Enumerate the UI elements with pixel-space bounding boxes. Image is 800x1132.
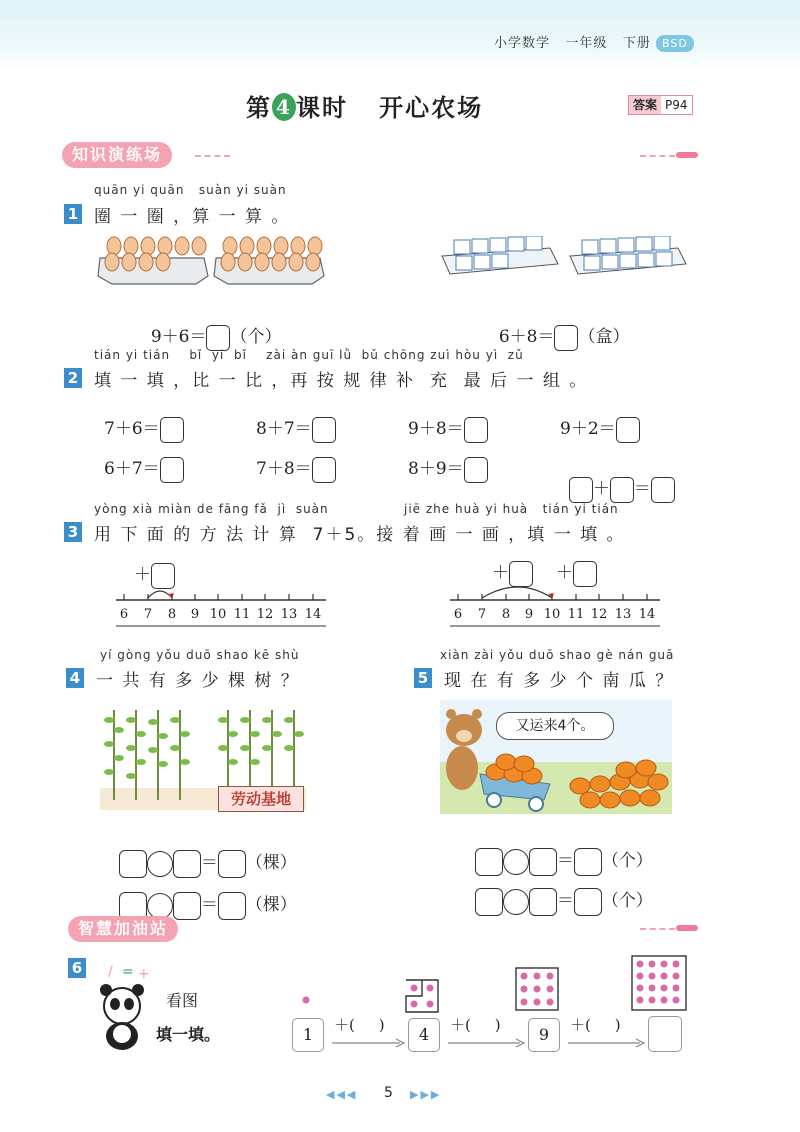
answer-box[interactable]: [312, 417, 336, 443]
speech-bubble: 又运来4个。: [496, 712, 614, 740]
milk-crate: [570, 236, 686, 274]
eq-text: 6＋7＝: [104, 459, 160, 479]
number-line-1: [108, 580, 338, 628]
answer-tag: [628, 95, 693, 115]
answer-page: P94: [665, 98, 688, 112]
jump-arc: [148, 591, 172, 598]
q2-number: 2: [64, 368, 82, 388]
answer-label: 答案: [629, 96, 661, 114]
lesson-name: 开心农场: [379, 93, 484, 122]
q4-pinyin: yí gòng yǒu duō shao kē shù: [100, 648, 300, 662]
q3-text: 用 下 面 的 方 法 计 算 7＋5。接 着 画 一 画 ，填 一 填 。: [94, 525, 626, 545]
eq-text: 8＋7＝: [256, 419, 312, 439]
arrow-icon: [446, 1038, 526, 1048]
subject-label: 小学数学: [494, 36, 551, 51]
q5-number: 5: [414, 668, 432, 688]
seq-answer-box[interactable]: [648, 1016, 682, 1052]
volume-label: 下册: [622, 36, 651, 51]
q2-equation: [408, 454, 488, 483]
divider: [640, 155, 675, 157]
q1-equation-eggs: [140, 302, 281, 351]
q5-equation-2: [464, 866, 653, 916]
answer-box[interactable]: [554, 325, 578, 351]
eq-text: 8＋9＝: [408, 459, 464, 479]
eq-text: 9＋8＝: [408, 419, 464, 439]
seq-value: 9: [528, 1018, 560, 1052]
milk-crate: [442, 236, 558, 274]
eq-text: 7＋8＝: [256, 459, 312, 479]
unit-label: （棵）: [245, 895, 297, 915]
answer-box[interactable]: [160, 457, 184, 483]
eq-text: 9＋2＝: [560, 419, 616, 439]
edition-badge: BSD: [656, 35, 694, 52]
eq-text: 6＋8＝: [498, 327, 555, 347]
grade-label: 一年级: [565, 36, 608, 51]
answer-box[interactable]: [569, 477, 593, 503]
seq-value: 4: [408, 1018, 440, 1052]
answer-box[interactable]: [651, 477, 675, 503]
arrow-icon: [330, 1038, 406, 1048]
q1-number: 1: [64, 204, 82, 224]
dot-figure-9: [514, 966, 560, 1012]
answer-box[interactable]: [160, 417, 184, 443]
tick-label: 14: [304, 607, 322, 622]
svg-text:/: /: [108, 964, 113, 980]
q1-pinyin: quān yi quān suàn yi suàn: [94, 183, 287, 197]
q2-text: 填 一 填 ，比 一 比 ，再 按 规 律 补 充 最 后 一 组 。: [94, 371, 589, 391]
q2-pinyin: tián yi tián bǐ yi bǐ zài àn guī lǜ bǔ chōng zuì hòu yì zǔ: [94, 348, 524, 362]
panda-icon: [92, 962, 158, 1056]
arrow-head: [168, 593, 174, 599]
page-title: [246, 88, 483, 123]
answer-box[interactable]: [464, 457, 488, 483]
plus-blank[interactable]: ＋( ): [450, 1016, 501, 1034]
unit-label: （个）: [601, 891, 653, 911]
equals-sign: ＝: [556, 851, 574, 871]
tick-label: 13: [280, 607, 298, 622]
tick-label: 12: [256, 607, 274, 622]
tick-label: 6: [453, 607, 463, 622]
tick-label: 13: [614, 607, 632, 622]
dot-figure-4: [404, 978, 440, 1014]
unit-label: （个）: [230, 327, 282, 347]
answer-box[interactable]: [173, 892, 201, 920]
equals-sign: ＝: [556, 891, 574, 911]
egg-trays-illustration: [96, 232, 332, 290]
svg-text:+: +: [138, 966, 150, 982]
tick-label: 8: [501, 607, 511, 622]
q2-equation: [256, 454, 336, 483]
q1-equation-milk: [488, 302, 629, 351]
q6-line1: 看图: [166, 991, 199, 1010]
divider: [195, 155, 230, 157]
answer-box[interactable]: [529, 888, 557, 916]
prev-page-icon: ◀◀◀: [326, 1088, 358, 1101]
q2-equation: [408, 414, 488, 443]
seq-value: 1: [292, 1018, 324, 1052]
unit-label: （个）: [601, 851, 653, 871]
section-wisdom: 智慧加油站: [68, 916, 178, 942]
arrow-icon: [566, 1038, 646, 1048]
operator-circle[interactable]: [147, 893, 173, 919]
tick-label: 6: [119, 607, 129, 622]
eq-text: 9＋6＝: [150, 327, 207, 347]
equals-sign: ＝: [200, 895, 218, 915]
q5-text: 现 在 有 多 少 个 南 瓜 ？: [444, 671, 675, 691]
q2-equation: [104, 454, 184, 483]
q6-number: 6: [68, 958, 86, 978]
plus-sign: ＋: [556, 563, 573, 583]
lesson-number: 4: [272, 93, 296, 121]
answer-box[interactable]: [616, 417, 640, 443]
tick-label: 9: [190, 607, 200, 622]
tick-label: 11: [567, 607, 585, 622]
answer-box[interactable]: [610, 477, 634, 503]
answer-box[interactable]: [464, 417, 488, 443]
plus-sign: ＋: [492, 563, 509, 583]
q4-text: 一 共 有 多 少 棵 树 ？: [96, 671, 300, 691]
tick-label: 11: [233, 607, 251, 622]
plus-blank[interactable]: ＋( ): [570, 1016, 621, 1034]
tick-label: 12: [590, 607, 608, 622]
q3-number: 3: [64, 522, 82, 542]
dot-figure-1: [298, 990, 318, 1010]
tick-label: 14: [638, 607, 656, 622]
equals-sign: ＝: [633, 479, 651, 499]
book-info: [494, 32, 694, 51]
q1-text: 圈 一 圈 ，算 一 算 。: [94, 207, 291, 227]
tick-label: 7: [477, 607, 487, 622]
answer-box[interactable]: [206, 325, 230, 351]
svg-text:=: =: [122, 964, 134, 980]
q3-pinyin: yòng xià miàn de fāng fǎ jì suàn: [94, 502, 329, 516]
q3-pinyin-2: jiē zhe huà yi huà tián yi tián: [404, 502, 619, 516]
q2-pattern-equation: [558, 454, 675, 503]
milk-boxes-illustration: [440, 236, 690, 286]
q2-equation: [256, 414, 336, 443]
title-prefix: 第: [246, 93, 272, 122]
tick-label: 7: [143, 607, 153, 622]
tick-label: 9: [524, 607, 534, 622]
answer-box[interactable]: [218, 892, 246, 920]
operator-circle[interactable]: [503, 889, 529, 915]
pencil-icon: [676, 925, 698, 931]
section-practice: 知识演练场: [62, 142, 172, 168]
unit-label: （盒）: [578, 327, 630, 347]
q2-equation: [104, 414, 184, 443]
answer-box[interactable]: [574, 888, 602, 916]
eq-text: 7＋6＝: [104, 419, 160, 439]
equals-sign: ＝: [200, 853, 218, 873]
pencil-icon: [676, 152, 698, 158]
page-number: 5: [384, 1085, 393, 1101]
tick-label: 10: [543, 607, 561, 622]
q2-equation: [560, 414, 640, 443]
plus-sign: ＋: [134, 565, 151, 585]
q6-line2: 填一填。: [156, 1025, 221, 1044]
answer-box[interactable]: [475, 888, 503, 916]
next-page-icon: ▶▶▶: [410, 1088, 442, 1101]
divider: [640, 928, 675, 930]
number-line-2: [442, 580, 672, 628]
q5-pinyin: xiàn zài yǒu duō shao gè nán guā: [440, 648, 675, 662]
tick-label: 10: [209, 607, 227, 622]
farm-sign: 劳动基地: [218, 786, 304, 812]
egg-tray: [98, 237, 208, 284]
q4-number: 4: [66, 668, 84, 688]
title-suffix: 课时: [296, 93, 348, 122]
unit-label: （棵）: [245, 853, 297, 873]
plus-sign: ＋: [592, 479, 610, 499]
jump-arc: [482, 587, 552, 598]
dot-figure-16: [630, 954, 688, 1012]
q4-equation-2: [108, 870, 297, 920]
answer-box[interactable]: [312, 457, 336, 483]
plus-blank[interactable]: ＋( ): [334, 1016, 385, 1034]
tick-label: 8: [167, 607, 177, 622]
egg-tray: [214, 237, 324, 284]
